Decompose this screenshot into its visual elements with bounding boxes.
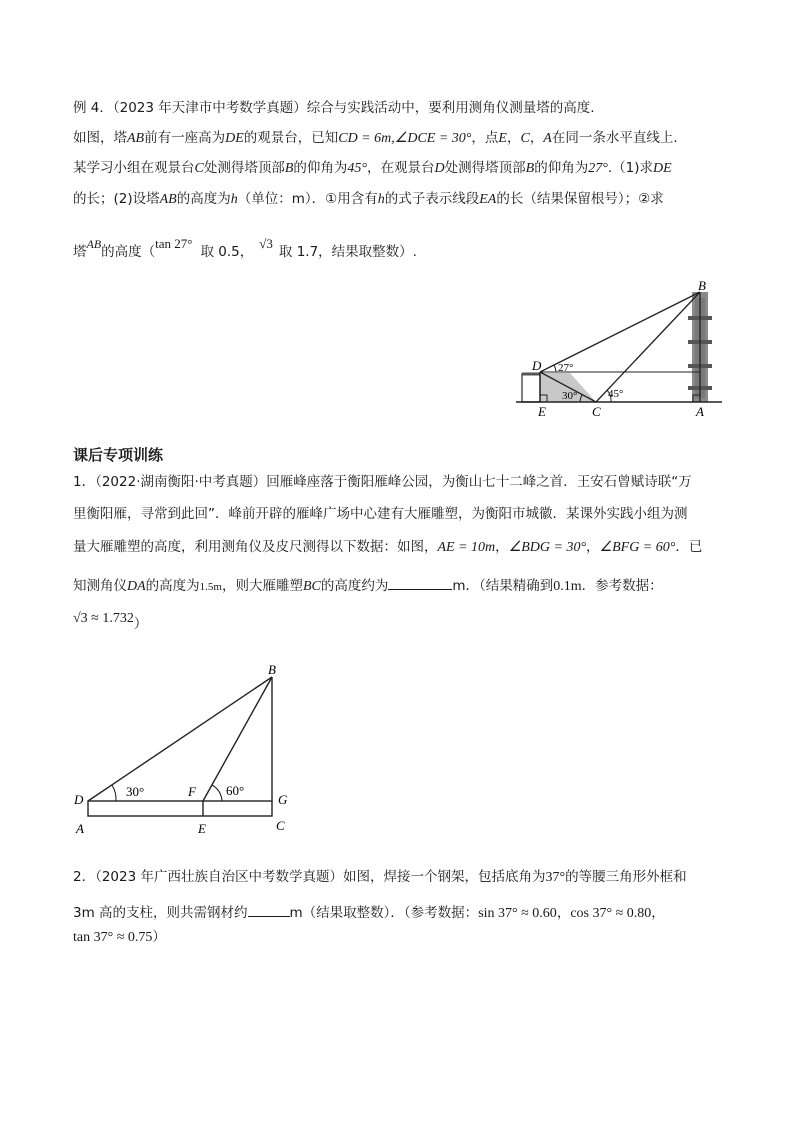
line-db: [540, 292, 700, 372]
q1-line-1: [73, 476, 692, 490]
text: ，: [506, 130, 521, 146]
ex4-line-2: [73, 132, 678, 146]
math-sqrt3: √3: [259, 236, 273, 251]
text: 的观景台，已知: [243, 130, 339, 146]
math-sin37: sin 37° ≈ 0.60: [478, 906, 557, 921]
text: ，: [586, 539, 600, 555]
q2-line-1: [73, 871, 687, 885]
text: 在同一条水平直线上.: [551, 130, 678, 146]
q1-line-5: [73, 611, 148, 632]
math-bc: BC: [302, 579, 321, 594]
label-angle-30: 30°: [126, 784, 145, 799]
math-b: B: [525, 161, 535, 176]
ex4-line-5: [73, 236, 417, 260]
text: 3m 高的支柱，则共需钢材约: [73, 905, 248, 921]
math-e: E: [498, 131, 507, 146]
text: 的高度为: [176, 191, 231, 207]
label-g: G: [278, 792, 288, 807]
label-a: A: [696, 404, 704, 419]
tower-diagram: [512, 278, 732, 428]
text: ，: [529, 130, 544, 146]
text: ）: [152, 929, 166, 945]
math-h: h: [230, 192, 238, 207]
math-tan27: tan 27°: [155, 236, 193, 251]
math-bfg: ∠BFG = 60°: [599, 540, 676, 555]
text: m（结果取整数）．（参考数据：: [289, 905, 479, 921]
ex4-line-4: [73, 193, 664, 207]
ground-rect: [88, 801, 272, 816]
text: ，: [495, 539, 509, 555]
text: 里衡阳雁，寻常到此回”．峰前开辟的雁峰广场中心建有大雁雕塑，为衡阳市城徽．某课外实践小组为测: [73, 506, 688, 522]
text: 的高度为: [145, 578, 200, 594]
angle-arc-30: [112, 785, 116, 801]
text: 的等腰三角形外框和: [565, 869, 687, 885]
text: ）: [133, 616, 148, 632]
label-a: A: [76, 821, 84, 836]
text: 的式子表示线段: [384, 191, 480, 207]
text: .（1)求: [607, 160, 653, 176]
label-b: B: [268, 664, 276, 677]
answer-blank[interactable]: [388, 576, 452, 590]
text: 如图，塔: [73, 130, 127, 146]
text: 的高度约为: [320, 578, 389, 594]
label-angle-30: 30°: [562, 390, 578, 402]
text: 取 1.7，结果取整数）.: [278, 244, 417, 260]
angle-arc-27: [554, 365, 556, 372]
math-ae: AE = 10m: [437, 540, 496, 555]
label-e: E: [538, 404, 546, 419]
math-bdg: ∠BDG = 30°: [508, 540, 587, 555]
angle-arc-60: [212, 785, 222, 801]
text: ，点: [471, 130, 499, 146]
label-f: F: [188, 784, 196, 799]
label-e: E: [198, 821, 206, 836]
text: ，则大雁雕塑: [221, 578, 303, 594]
sculpture-diagram: [70, 664, 330, 840]
text: 前有一座高为: [144, 130, 226, 146]
label-angle-60: 60°: [226, 783, 245, 798]
math-a: A: [543, 131, 552, 146]
q2-line-3: [73, 931, 166, 945]
math-c: C: [194, 161, 204, 176]
section-title: 课后专项训练: [73, 446, 164, 464]
label-c: C: [276, 818, 285, 833]
math-b: B: [284, 161, 294, 176]
text: 取 0.5，: [200, 244, 254, 260]
math-c: C: [520, 131, 530, 146]
platform-building: [522, 374, 540, 402]
math-ea: EA: [479, 192, 497, 207]
text: m．（结果精确到: [452, 578, 554, 594]
math-angle-37: 37°: [545, 870, 566, 885]
text: 知测角仪: [73, 578, 127, 594]
math-height: 1.5m: [199, 581, 222, 593]
line-db: [88, 677, 272, 801]
text: 处测得塔顶部: [203, 160, 285, 176]
text: 量大雁雕塑的高度，利用测角仪及皮尺测得以下数据：如图，: [73, 539, 438, 555]
label-d: D: [532, 358, 542, 373]
math-ab: AB: [127, 131, 145, 146]
text: 的长（结果保留根号）；②求: [496, 191, 664, 207]
text: 的仰角为: [293, 160, 348, 176]
math-angle-27: 27°: [588, 161, 608, 176]
text: ，: [651, 905, 665, 921]
text: 处测得塔顶部: [444, 160, 526, 176]
math-cos37: cos 37° ≈ 0.80: [570, 906, 652, 921]
math-da: DA: [127, 579, 146, 594]
text: 某学习小组在观景台: [73, 160, 195, 176]
q1-line-2: [73, 508, 688, 522]
math-tan37: tan 37° ≈ 0.75: [73, 930, 153, 945]
math-ab: AB: [159, 192, 177, 207]
text: 1．（2022·湖南衡阳·中考真题）回雁峰座落于衡阳雁峰公园，为衡山七十二峰之首．王安石曾赋诗联“万: [73, 474, 692, 490]
text: ．参考数据：: [581, 578, 663, 594]
math-de: DE: [225, 131, 244, 146]
math-d: D: [434, 161, 445, 176]
text: （单位：m）．①用含有: [237, 191, 378, 207]
line-cb: [596, 292, 700, 402]
math-precision: 0.1m: [553, 579, 582, 594]
ex4-line-1: [73, 102, 595, 116]
math-condition: CD = 6m,∠DCE = 30°: [338, 131, 472, 146]
text: ．已: [675, 539, 703, 555]
label-d: D: [74, 792, 84, 807]
math-h: h: [377, 192, 385, 207]
math-de: DE: [652, 161, 672, 176]
text: ，: [556, 905, 571, 921]
text: 塔: [73, 244, 87, 260]
q1-line-4: [73, 576, 663, 594]
q1-line-3: [73, 541, 702, 555]
text: ，在观景台: [367, 160, 435, 176]
text: 的高度（: [101, 244, 156, 260]
text: 的仰角为: [534, 160, 589, 176]
label-b: B: [698, 278, 706, 293]
ex4-line-3: [73, 162, 672, 176]
q2-line-2: [73, 903, 665, 921]
answer-blank[interactable]: [248, 903, 290, 917]
math-sqrt3-approx: √3 ≈ 1.732: [73, 611, 134, 626]
ex4-prefix: 例 4．（2023 年天津市中考数学真题）综合与实践活动中，要利用测角仪测量塔的高度.: [73, 100, 595, 116]
text: 2．（2023 年广西壮族自治区中考数学真题）如图，焊接一个钢架，包括底角为: [73, 869, 546, 885]
label-angle-45: 45°: [608, 388, 624, 400]
label-c: C: [592, 404, 601, 419]
label-angle-27: 27°: [558, 362, 574, 374]
math-angle-45: 45°: [347, 161, 368, 176]
text: 的长；(2)设塔: [73, 191, 160, 207]
math-ab: AB: [86, 237, 102, 251]
